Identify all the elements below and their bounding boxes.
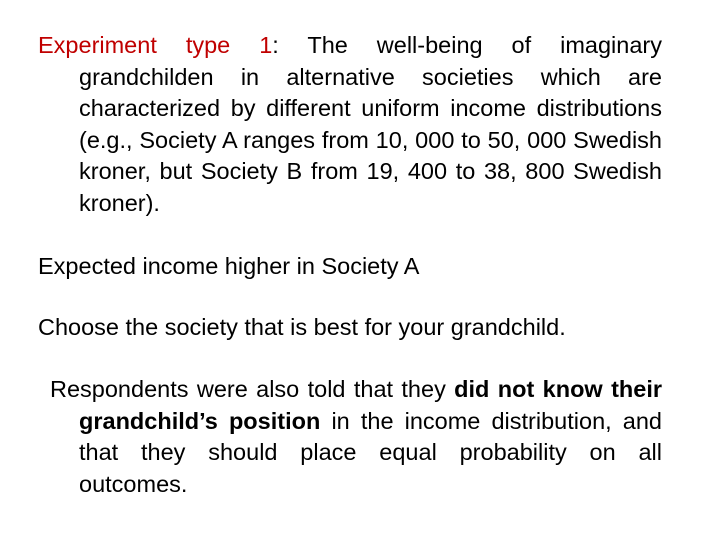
experiment-label: Experiment type 1 — [38, 32, 273, 58]
experiment-text: The well-being of imaginary grandchilden in alternative societies which are characterized by different uniform income distributions (e.g., Society A ranges from 10, 000 to 50, 000 Swedish kroner, but Society B from 19, 400 to 38, 800 Swedish kroner). — [79, 32, 662, 216]
choice-instruction: Choose the society that is best for your grandchild. — [38, 314, 566, 340]
expected-income-statement: Expected income higher in Society A — [38, 253, 420, 279]
experiment-description — [38, 30, 662, 219]
note-before: Respondents were also told that they — [50, 376, 455, 402]
experiment-colon: : — [272, 32, 279, 58]
note-after: in the income distribution, and that they should place equal probability on all outcomes. — [79, 407, 662, 497]
note-emphasis: did not know their grandchild’s position — [79, 376, 662, 434]
respondent-note — [50, 374, 662, 500]
